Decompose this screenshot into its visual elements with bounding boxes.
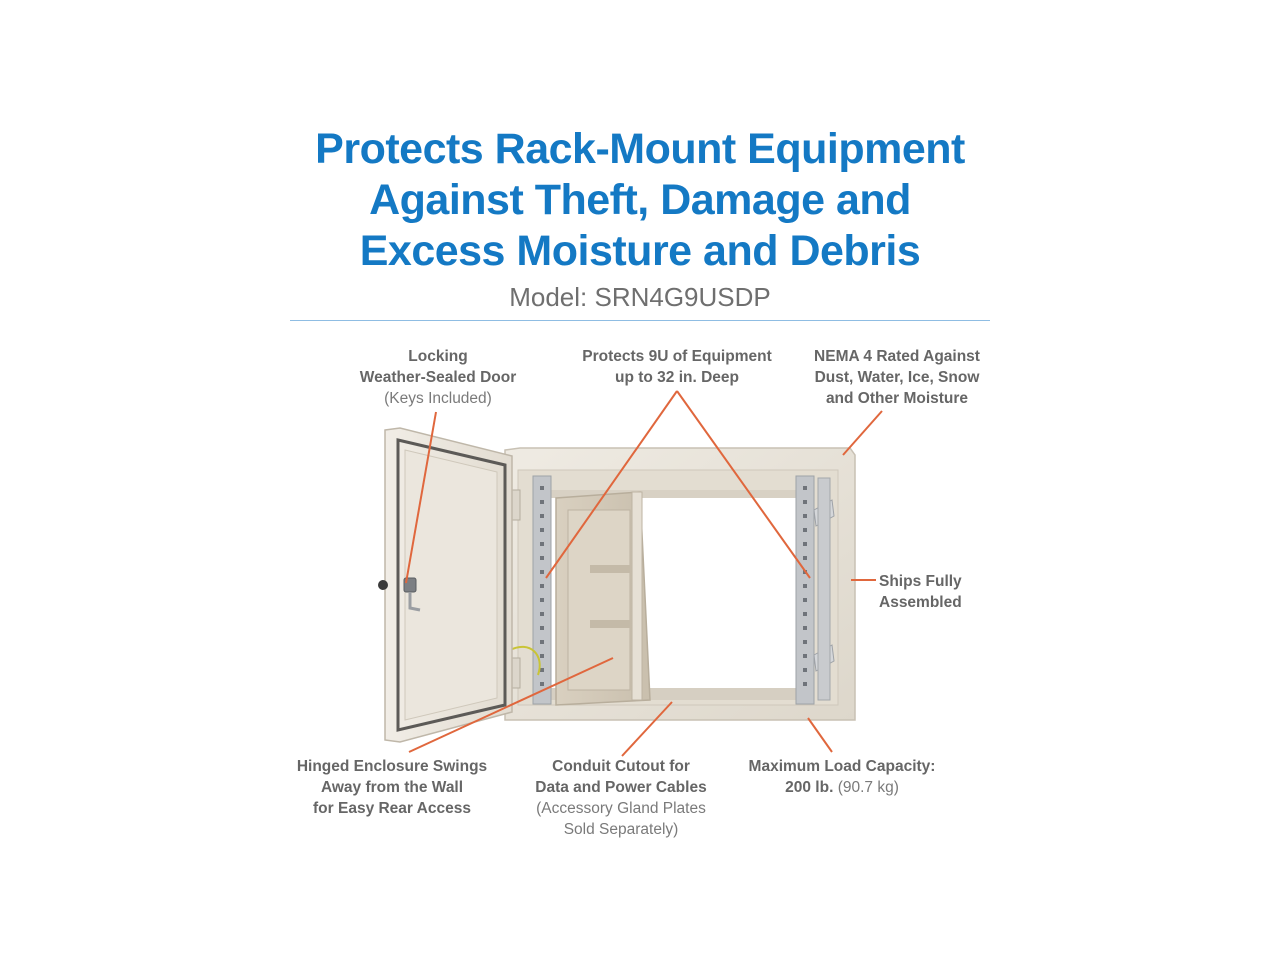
callout-ships xyxy=(879,571,999,613)
headline-line-2: Against Theft, Damage and xyxy=(369,176,911,224)
headline-line-3: Excess Moisture and Debris xyxy=(359,227,921,275)
callout-conduit-note2: Sold Separately) xyxy=(563,821,679,838)
callout-conduit-line1: Conduit Cutout for xyxy=(552,758,690,775)
callout-equipment xyxy=(557,346,797,388)
callout-equipment-line2: up to 32 in. Deep xyxy=(614,369,739,386)
callout-door-line2: Weather-Sealed Door xyxy=(359,369,517,386)
callout-conduit-line2: Data and Power Cables xyxy=(535,779,707,796)
callout-equipment-line1: Protects 9U of Equipment xyxy=(582,348,772,365)
callout-nema-line1: NEMA 4 Rated Against xyxy=(814,348,980,365)
leader-nema xyxy=(843,411,882,455)
callout-door-line1: Locking xyxy=(408,348,468,365)
callout-nema-line3: and Other Moisture xyxy=(825,390,969,407)
callout-door xyxy=(338,346,538,409)
open-door xyxy=(378,428,512,742)
callout-hinged xyxy=(277,756,507,819)
headline-line-1: Protects Rack-Mount Equipment xyxy=(315,125,965,173)
callout-nema xyxy=(797,346,997,409)
callout-nema-line2: Dust, Water, Ice, Snow xyxy=(814,369,980,386)
callout-conduit-note1: (Accessory Gland Plates xyxy=(536,800,706,817)
callout-load-line1: Maximum Load Capacity: xyxy=(748,758,936,775)
callout-load xyxy=(727,756,957,798)
left-rack-rail xyxy=(533,476,551,704)
callout-ships-line2: Assembled xyxy=(879,594,962,611)
callout-load-value-row xyxy=(727,777,957,798)
leader-load xyxy=(808,718,832,752)
callout-hinged-line3: for Easy Rear Access xyxy=(313,800,471,817)
callout-load-value: 200 lb. xyxy=(785,779,834,796)
callout-hinged-line2: Away from the Wall xyxy=(320,779,464,796)
callout-load-value-note: (90.7 kg) xyxy=(837,779,899,796)
model-number: Model: SRN4G9USDP xyxy=(509,282,771,312)
callout-ships-line1: Ships Fully xyxy=(879,573,962,590)
inner-swing-frame xyxy=(556,492,650,705)
callout-hinged-line1: Hinged Enclosure Swings xyxy=(296,758,488,775)
callout-conduit xyxy=(511,756,731,840)
callout-door-note: (Keys Included) xyxy=(384,390,492,407)
